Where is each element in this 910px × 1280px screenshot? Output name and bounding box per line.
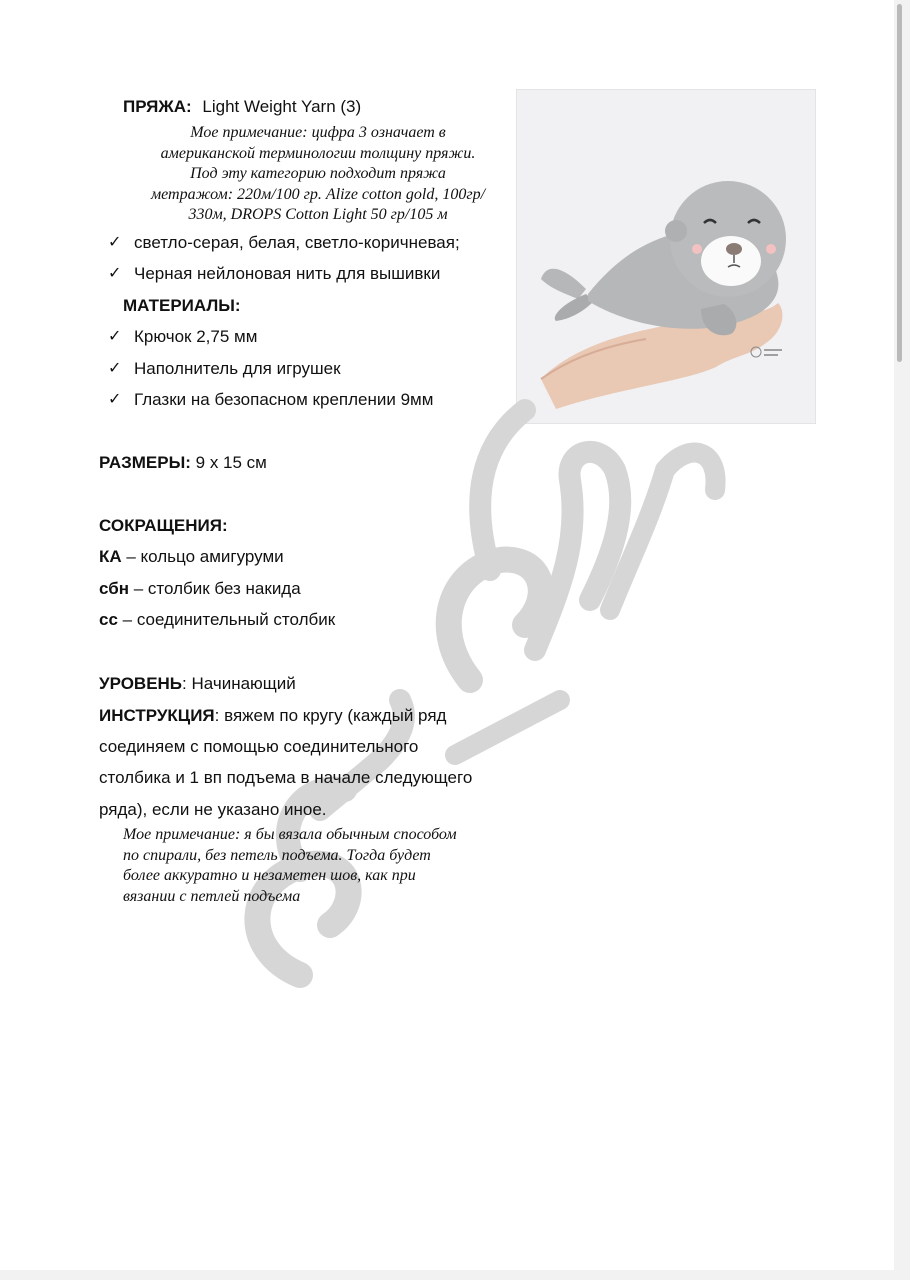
checkmark-icon: ✓	[108, 360, 122, 377]
material-item: Наполнитель для игрушек	[134, 359, 341, 378]
abbreviation-term: КА	[99, 547, 122, 566]
scrollbar-thumb[interactable]	[897, 4, 902, 362]
seal-toy-photo	[516, 89, 816, 424]
instruction-line	[99, 706, 446, 726]
instruction-text: : вяжем по кругу (каждый ряд	[214, 706, 447, 725]
note-line: Под эту категорию подходит пряжа	[190, 165, 446, 182]
checkmark-icon: ✓	[108, 234, 122, 251]
abbreviation-term: сс	[99, 610, 118, 629]
checkmark-icon: ✓	[108, 265, 122, 282]
abbreviation-row	[99, 547, 284, 567]
vertical-scrollbar[interactable]	[896, 0, 904, 1270]
note-line: вязании с петлей подъема	[123, 887, 301, 905]
abbreviation-row	[99, 610, 335, 630]
abbreviation-term: сбн	[99, 579, 129, 598]
abbreviations-title: СОКРАЩЕНИЯ:	[99, 516, 228, 535]
level-value: : Начинающий	[182, 674, 296, 693]
size-value: 9 х 15 см	[190, 453, 267, 472]
material-item: Глазки на безопасном креплении 9мм	[134, 390, 434, 409]
yarn-item: светло-серая, белая, светло-коричневая;	[134, 233, 460, 252]
materials-title: МАТЕРИАЛЫ:	[123, 296, 241, 315]
level-line	[99, 674, 296, 694]
checkmark-icon: ✓	[108, 391, 122, 408]
note-line: по спирали, без петель подъема. Тогда будет	[123, 846, 431, 864]
abbreviation-text: – соединительный столбик	[117, 610, 336, 629]
note-line: более аккуратно и незаметен шов, как при	[123, 867, 416, 884]
note-line: Мое примечание: цифра 3 означает в	[190, 124, 446, 141]
instruction-note	[123, 825, 457, 907]
instruction-line: столбика и 1 вп подъема в начале следующего	[99, 768, 473, 787]
size-label: РАЗМЕРЫ:	[99, 453, 191, 472]
note-line: американской терминологии толщину пряжи.	[160, 144, 476, 162]
note-line: Мое примечание: я бы вязала обычным способом	[123, 826, 457, 843]
instruction-label: ИНСТРУКЦИЯ	[99, 706, 215, 725]
instruction-line: соединяем с помощью соединительного	[99, 737, 419, 756]
yarn-line	[123, 97, 361, 117]
abbreviation-text: – столбик без накида	[129, 579, 301, 598]
yarn-value: Light Weight Yarn (3)	[202, 97, 362, 116]
instruction-line: ряда), если не указано иное.	[99, 800, 327, 819]
material-item: Крючок 2,75 мм	[134, 327, 258, 346]
yarn-label: ПРЯЖА:	[123, 97, 192, 116]
yarn-item: Черная нейлоновая нить для вышивки	[134, 264, 441, 283]
abbreviation-row	[99, 579, 301, 599]
size-line	[99, 453, 267, 473]
abbreviation-text: – кольцо амигуруми	[121, 547, 284, 566]
note-line: 330м, DROPS Cotton Light 50 гр/105 м	[188, 206, 448, 223]
yarn-note	[118, 123, 518, 226]
note-line: метражом: 220м/100 гр. Alize cotton gold, 100гр/	[150, 185, 486, 203]
level-label: УРОВЕНЬ	[99, 674, 183, 693]
checkmark-icon: ✓	[108, 328, 122, 345]
